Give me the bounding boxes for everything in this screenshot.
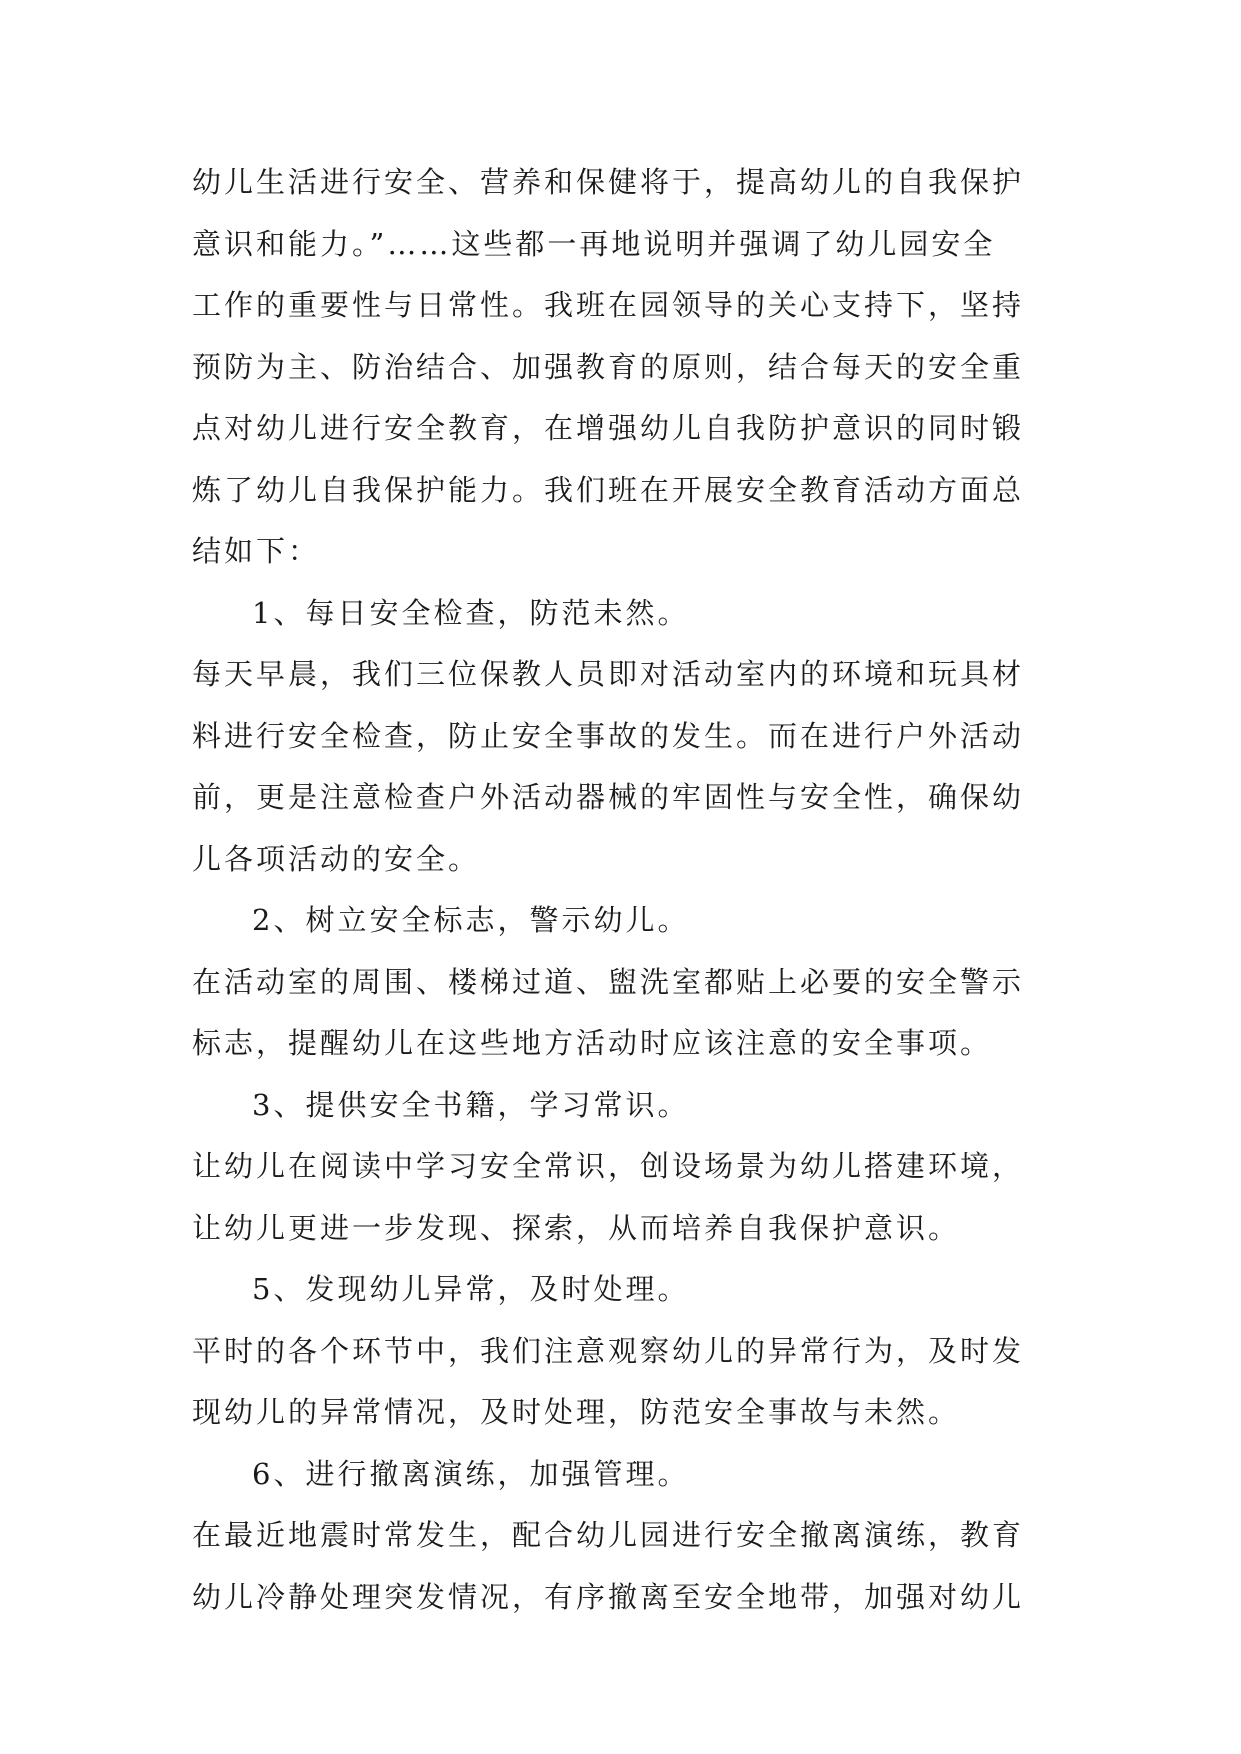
section-line: 平时的各个环节中，我们注意观察幼儿的异常行为，及时发 — [192, 1333, 1025, 1368]
intro-line: 预防为主、防治结合、加强教育的原则，结合每天的安全重 — [192, 349, 1025, 384]
section-heading-2: 2、树立安全标志，警示幼儿。 — [252, 903, 690, 937]
section-line: 料进行安全检查，防止安全事故的发生。而在进行户外活动 — [192, 718, 1025, 753]
section-line: 标志，提醒幼儿在这些地方活动时应该注意的安全事项。 — [192, 1026, 993, 1060]
section-line: 在活动室的周围、楼梯过道、盥洗室都贴上必要的安全警示 — [192, 964, 1025, 999]
intro-line: 意识和能力。”……这些都一再地说明并强调了幼儿园安全 — [192, 226, 996, 261]
intro-line: 幼儿生活进行安全、营养和保健将于，提高幼儿的自我保护 — [192, 165, 1025, 199]
document-body — [192, 152, 1072, 1628]
intro-line: 点对幼儿进行安全教育，在增强幼儿自我防护意识的同时锻 — [192, 411, 1025, 445]
section-line: 每天早晨，我们三位保教人员即对活动室内的环境和玩具材 — [192, 657, 1025, 691]
section-heading-3: 3、提供安全书籍，学习常识。 — [252, 1087, 690, 1122]
section-line: 幼儿冷静处理突发情况，有序撤离至安全地带，加强对幼儿 — [192, 1579, 1025, 1614]
section-heading-5: 5、发现幼儿异常，及时处理。 — [252, 1272, 690, 1306]
section-line: 在最近地震时常发生，配合幼儿园进行安全撤离演练，教育 — [192, 1518, 1025, 1552]
section-heading-6: 6、进行撤离演练，加强管理。 — [252, 1456, 690, 1491]
section-line: 前，更是注意检查户外活动器械的牢固性与安全性，确保幼 — [192, 780, 1025, 814]
section-line: 让幼儿更进一步发现、探索，从而培养自我保护意识。 — [192, 1210, 961, 1245]
section-line: 儿各项活动的安全。 — [192, 841, 481, 876]
section-line: 让幼儿在阅读中学习安全常识，创设场景为幼儿搭建环境， — [192, 1149, 1025, 1183]
intro-line: 结如下： — [192, 534, 321, 568]
section-heading-1: 1、每日安全检查，防范未然。 — [252, 595, 690, 630]
section-line: 现幼儿的异常情况，及时处理，防范安全事故与未然。 — [192, 1395, 961, 1429]
intro-line: 炼了幼儿自我保护能力。我们班在开展安全教育活动方面总 — [192, 472, 1025, 507]
intro-line: 工作的重要性与日常性。我班在园领导的关心支持下，坚持 — [192, 288, 1025, 322]
